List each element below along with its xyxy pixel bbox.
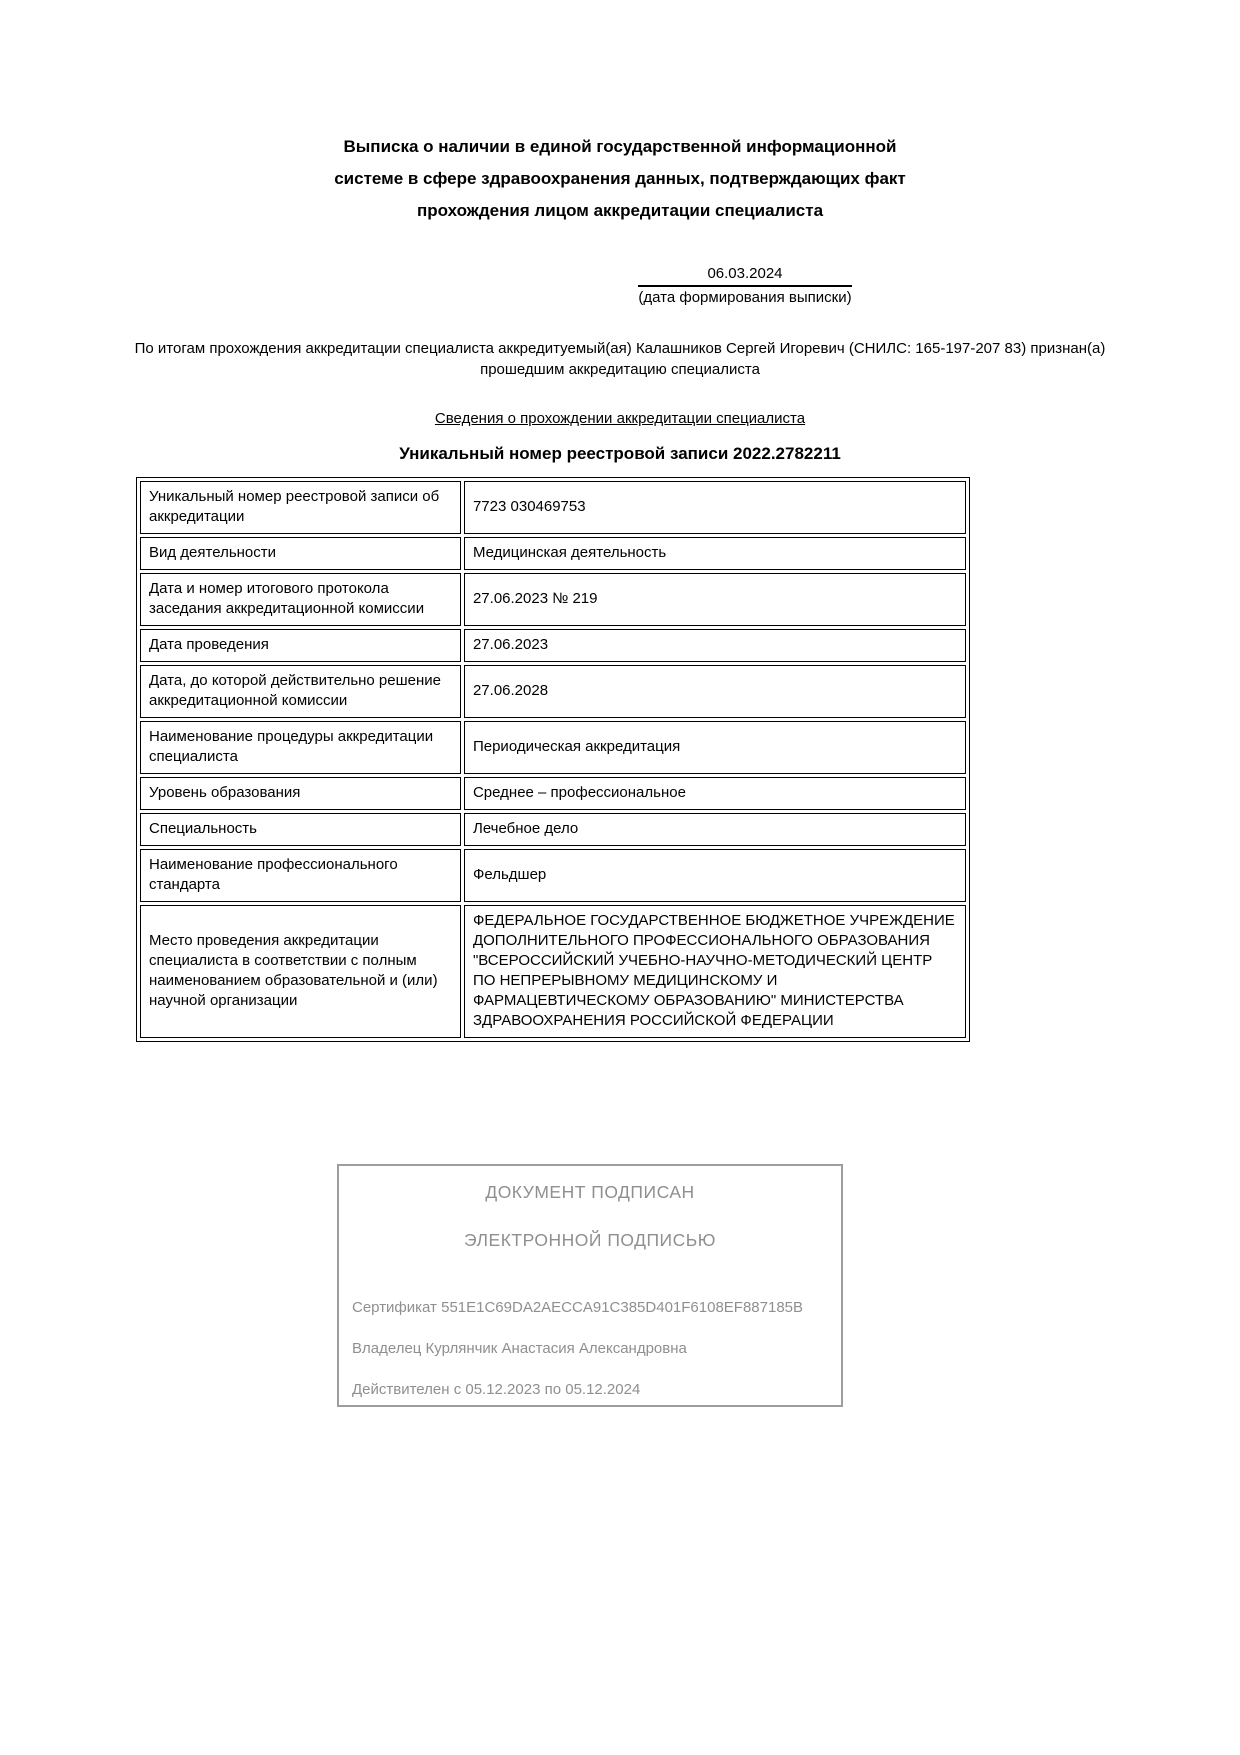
table-row bbox=[140, 777, 966, 810]
row-value: 27.06.2023 bbox=[464, 629, 966, 662]
row-label: Наименование профессионального стандарта bbox=[140, 849, 461, 902]
table-row bbox=[140, 629, 966, 662]
row-label: Дата, до которой действительно решение аккредитационной комиссии bbox=[140, 665, 461, 718]
signature-heading-line-2: ЭЛЕКТРОННОЙ ПОДПИСЬЮ bbox=[464, 1230, 716, 1250]
table-row bbox=[140, 481, 966, 534]
table-row bbox=[140, 905, 966, 1038]
signature-certificate: Сертификат 551E1C69DA2AECCA91C385D401F6108EF887185B bbox=[352, 1299, 804, 1316]
signature-heading-line-1: ДОКУМЕНТ ПОДПИСАН bbox=[485, 1182, 695, 1202]
formation-date-caption: (дата формирования выписки) bbox=[638, 289, 852, 306]
document-title-line-2: системе в сфере здравоохранения данных, подтверждающих факт bbox=[334, 169, 906, 188]
table-row bbox=[140, 573, 966, 626]
table-row bbox=[140, 849, 966, 902]
formation-date: 06.03.2024 bbox=[638, 265, 852, 287]
row-value: Фельдшер bbox=[464, 849, 966, 902]
table-row bbox=[140, 665, 966, 718]
row-value: 27.06.2023 № 219 bbox=[464, 573, 966, 626]
row-label: Дата и номер итогового протокола заседания аккредитационной комиссии bbox=[140, 573, 461, 626]
row-label: Уровень образования bbox=[140, 777, 461, 810]
row-label: Дата проведения bbox=[140, 629, 461, 662]
row-value: Периодическая аккредитация bbox=[464, 721, 966, 774]
document-title bbox=[0, 0, 1240, 227]
row-value: 27.06.2028 bbox=[464, 665, 966, 718]
row-label: Вид деятельности bbox=[140, 537, 461, 570]
row-label: Место проведения аккредитации специалиста в соответствии с полным наименованием образовательной и (или) научной организации bbox=[140, 905, 461, 1038]
formation-date-block bbox=[638, 265, 852, 306]
row-value: 7723 030469753 bbox=[464, 481, 966, 534]
table-row bbox=[140, 537, 966, 570]
document-title-line-3: прохождения лицом аккредитации специалиста bbox=[416, 201, 824, 220]
table-row bbox=[140, 813, 966, 846]
section-heading: Сведения о прохождении аккредитации специалиста bbox=[434, 410, 806, 427]
intro-paragraph: По итогам прохождения аккредитации специалиста аккредитуемый(ая) Калашников Сергей Игоревич (СНИЛС: 165-197-207 83) признан(а) прошедшим аккредитацию специалиста bbox=[134, 340, 1106, 378]
signature-owner: Владелец Курлянчик Анастасия Александровна bbox=[352, 1340, 687, 1357]
row-value: Медицинская деятельность bbox=[464, 537, 966, 570]
table-row bbox=[140, 721, 966, 774]
signature-validity: Действителен с 05.12.2023 по 05.12.2024 bbox=[352, 1381, 641, 1398]
document-title-line-1: Выписка о наличии в единой государственной информационной bbox=[343, 137, 897, 156]
electronic-signature-stamp bbox=[337, 1164, 843, 1407]
row-label: Наименование процедуры аккредитации специалиста bbox=[140, 721, 461, 774]
row-label: Уникальный номер реестровой записи об аккредитации bbox=[140, 481, 461, 534]
row-value: Лечебное дело bbox=[464, 813, 966, 846]
accreditation-table bbox=[136, 477, 970, 1042]
registry-number-heading: Уникальный номер реестровой записи 2022.2782211 bbox=[399, 444, 841, 463]
row-value: Среднее – профессиональное bbox=[464, 777, 966, 810]
row-label: Специальность bbox=[140, 813, 461, 846]
row-value: ФЕДЕРАЛЬНОЕ ГОСУДАРСТВЕННОЕ БЮДЖЕТНОЕ УЧРЕЖДЕНИЕ ДОПОЛНИТЕЛЬНОГО ПРОФЕССИОНАЛЬНОГО ОБРАЗОВАНИЯ "ВСЕРОССИЙСКИЙ УЧЕБНО-НАУЧНО-МЕТОДИЧЕСКИЙ ЦЕНТР ПО НЕПРЕРЫВНОМУ МЕДИЦИНСКОМУ И ФАРМАЦЕВТИЧЕСКОМУ ОБРАЗОВАНИЮ" МИНИСТЕРСТВА ЗДРАВООХРАНЕНИЯ РОССИЙСКОЙ ФЕДЕРАЦИИ bbox=[464, 905, 966, 1038]
